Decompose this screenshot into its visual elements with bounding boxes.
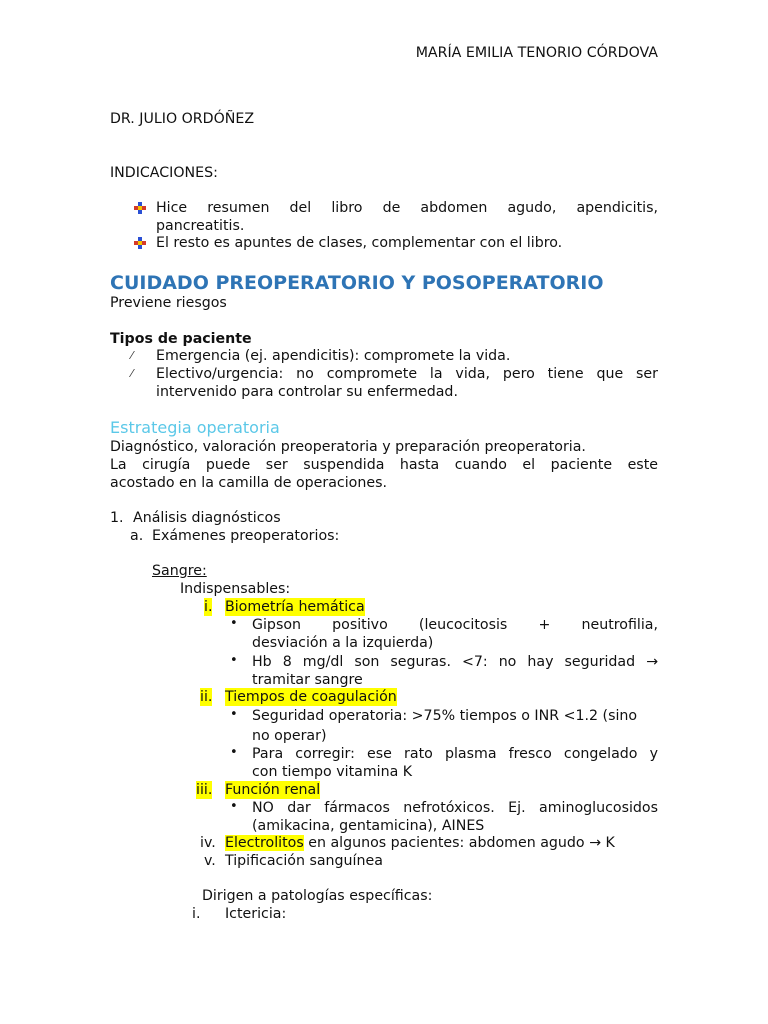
list-item-preop-exams: Exámenes preoperatorios:: [152, 528, 340, 544]
patient-type-1: Emergencia (ej. apendicitis): compromete la vida.: [156, 348, 511, 364]
jaundice-title: Ictericia:: [225, 906, 287, 922]
list-item-diagnostic: Análisis diagnósticos: [133, 510, 281, 526]
biometry-bullet-2-line-2: tramitar sangre: [252, 672, 363, 688]
typing-title: Tipificación sanguínea: [225, 853, 383, 869]
jaundice-marker: i.: [192, 906, 201, 922]
bullet-dot-icon: •: [230, 616, 238, 631]
electro-rest: en algunos pacientes: abdomen agudo → K: [303, 835, 615, 851]
bullet-dot-icon: •: [230, 799, 238, 814]
electro-marker: iv.: [200, 835, 216, 851]
tick-bullet-icon: ⁄: [131, 349, 133, 362]
list-marker: a.: [130, 528, 144, 544]
bullet-dot-icon: •: [230, 653, 238, 668]
patient-type-2-line-2: intervenido para controlar su enfermedad.: [156, 384, 458, 400]
biometry-bullet-1-line-2: desviación a la izquierda): [252, 635, 434, 651]
pen-bullet-icon: [134, 202, 146, 214]
coag-bullet-1-line-2: no operar): [252, 728, 327, 744]
coag-bullet-1-line-1: Seguridad operatoria: >75% tiempos o INR <1.2 (sino: [252, 708, 638, 724]
indication-item-1-line-1: Hice resumen del libro de abdomen agudo, apendicitis,: [156, 200, 658, 216]
biometry-bullet-1-line-1: Gipson positivo (leucocitosis + neutrofilia,: [252, 617, 658, 633]
author-header: MARÍA EMILIA TENORIO CÓRDOVA: [415, 45, 658, 61]
doctor-name: DR. JULIO ORDÓÑEZ: [110, 111, 255, 127]
typing-marker: v.: [204, 853, 216, 869]
blood-label: Sangre:: [152, 563, 207, 579]
section-heading: CUIDADO PREOPERATORIO Y POSOPERATORIO: [110, 272, 604, 294]
biometry-bullet-2-line-1: Hb 8 mg/dl son seguras. <7: no hay seguridad →: [252, 654, 658, 670]
coag-bullet-2-line-1: Para corregir: ese rato plasma fresco congelado y: [252, 746, 658, 762]
strategy-line-2: La cirugía puede ser suspendida hasta cuando el paciente este: [110, 457, 658, 473]
specific-label: Dirigen a patologías específicas:: [202, 888, 433, 904]
bullet-dot-icon: •: [230, 745, 238, 760]
electro-title: Electrolitos: [225, 835, 304, 851]
biometry-title: Biometría hemática: [225, 599, 365, 615]
renal-marker: iii.: [196, 782, 213, 798]
patients-title: Tipos de paciente: [110, 331, 252, 347]
indications-title: INDICACIONES:: [110, 165, 218, 181]
indication-item-2: El resto es apuntes de clases, complementar con el libro.: [156, 235, 563, 251]
pen-bullet-icon: [134, 237, 146, 249]
strategy-heading: Estrategia operatoria: [110, 418, 280, 437]
bullet-dot-icon: •: [230, 707, 238, 722]
coag-bullet-2-line-2: con tiempo vitamina K: [252, 764, 413, 780]
section-subtitle: Previene riesgos: [110, 295, 227, 311]
electro-line: [225, 834, 615, 852]
strategy-line-3: acostado en la camilla de operaciones.: [110, 475, 387, 491]
tick-bullet-icon: ⁄: [131, 367, 133, 380]
list-marker: 1.: [110, 510, 124, 526]
coag-marker: ii.: [200, 689, 213, 705]
indication-item-1-line-2: pancreatitis.: [156, 218, 245, 234]
renal-bullet-1-line-2: (amikacina, gentamicina), AINES: [252, 818, 485, 834]
renal-title: Función renal: [225, 782, 321, 798]
patient-type-2-line-1: Electivo/urgencia: no compromete la vida, pero tiene que ser: [156, 366, 658, 382]
renal-bullet-1-line-1: NO dar fármacos nefrotóxicos. Ej. aminoglucosidos: [252, 800, 658, 816]
essential-label: Indispensables:: [180, 581, 291, 597]
biometry-marker: i.: [204, 599, 213, 615]
coag-title: Tiempos de coagulación: [225, 689, 397, 705]
strategy-line-1: Diagnóstico, valoración preoperatoria y preparación preoperatoria.: [110, 439, 586, 455]
